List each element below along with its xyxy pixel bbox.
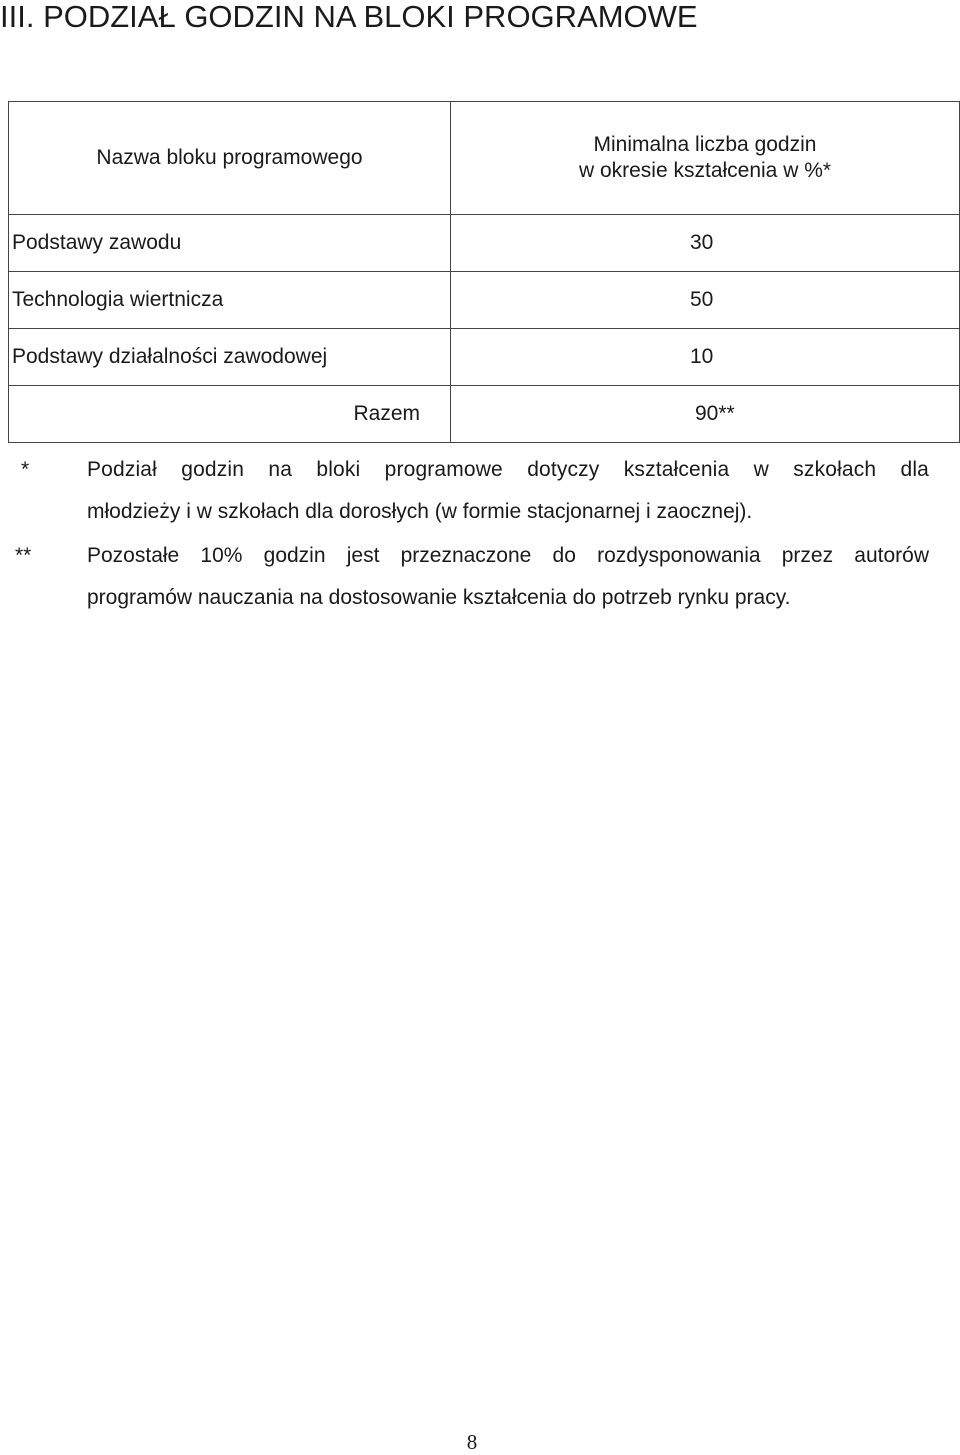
block-name-cell: Technologia wiertnicza — [9, 272, 451, 329]
column-header-block-name: Nazwa bloku programowego — [9, 102, 451, 215]
table-header-row — [9, 102, 960, 215]
footnote-marker: * — [21, 458, 30, 481]
table-row — [9, 215, 960, 272]
block-percent-cell: 30 — [451, 215, 960, 272]
column-header-min-hours-line1: Minimalna liczba godzin — [593, 133, 817, 156]
footnote-line: młodzieży i w szkołach dla dorosłych (w formie stacjonarnej i zaocznej). — [87, 500, 753, 523]
table-row — [9, 272, 960, 329]
block-name-cell: Podstawy działalności zawodowej — [9, 329, 451, 386]
footnote-marker: ** — [15, 544, 32, 567]
footnote-line: Pozostałe 10% godzin jest przeznaczone do rozdysponowania przez autorów — [87, 544, 929, 567]
section-heading: III. PODZIAŁ GODZIN NA BLOKI PROGRAMOWE — [0, 0, 698, 34]
footnote-text — [87, 449, 929, 533]
program-blocks-table — [8, 101, 960, 443]
block-percent-cell: 50 — [451, 272, 960, 329]
footnote-line: programów nauczania na dostosowanie kształcenia do potrzeb rynku pracy. — [87, 586, 791, 609]
column-header-min-hours-line2: w okresie kształcenia w %* — [578, 159, 832, 182]
footnote-line: Podział godzin na bloki programowe dotyczy kształcenia w szkołach dla — [87, 458, 929, 481]
column-header-min-hours — [451, 102, 960, 215]
table-total-row — [9, 386, 960, 443]
table-row — [9, 329, 960, 386]
page-number: 8 — [466, 1430, 478, 1454]
footnote-text — [87, 535, 929, 619]
total-label-cell: Razem — [9, 386, 451, 443]
block-percent-cell: 10 — [451, 329, 960, 386]
block-name-cell: Podstawy zawodu — [9, 215, 451, 272]
total-value-cell: 90** — [451, 386, 960, 443]
